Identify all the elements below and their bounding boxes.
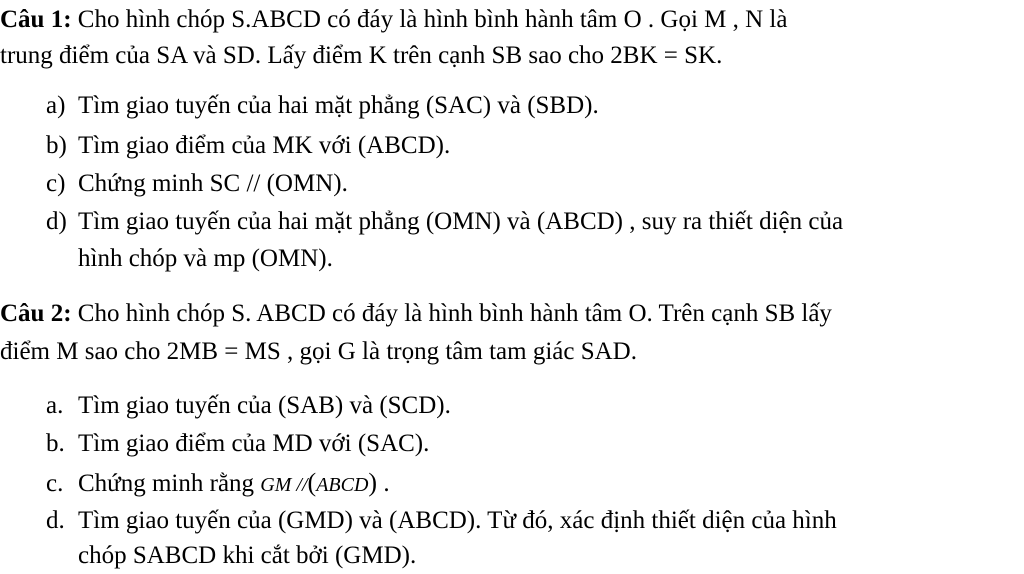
math-gm-parallel: GM // [260, 474, 308, 496]
math-expression [260, 468, 378, 497]
problem2-item-b-marker: b. [46, 430, 65, 457]
problem1-label: Câu 1: [0, 6, 72, 33]
problem2-label: Câu 2: [0, 300, 72, 327]
problem1-intro-line1 [0, 7, 787, 32]
problem2-item-c [46, 470, 390, 496]
problem1-item-a-text: Tìm giao tuyến của hai mặt phẳng (SAC) và (SBD). [78, 92, 599, 119]
problem1-item-d-continuation: hình chóp và mp (OMN). [78, 245, 333, 272]
problem2-intro-text1: Cho hình chóp S. ABCD có đáy là hình bình hành tâm O. Trên cạnh SB lấy [71, 300, 832, 327]
problem2-item-a-marker: a. [46, 392, 64, 419]
problem1-item-c-marker: c) [46, 170, 66, 197]
math-paren-close: ) [368, 468, 378, 497]
problem2-item-b-text: Tìm giao điểm của MD với (SAC). [78, 430, 430, 457]
problem2-item-d-marker: d. [46, 507, 65, 534]
problem1-item-a-marker: a) [46, 92, 66, 119]
problem1-item-b-text: Tìm giao điểm của MK với (ABCD). [78, 132, 451, 159]
problem1-item-d-marker: d) [46, 208, 67, 235]
problem2-item-a [46, 393, 451, 418]
problem1-item-c [46, 171, 348, 196]
problem2-item-a-text: Tìm giao tuyến của (SAB) và (SCD). [78, 392, 451, 419]
problem2-item-d-continuation: chóp SABCD khi cắt bởi (GMD). [78, 542, 417, 569]
problem2-item-c-marker: c. [46, 470, 64, 497]
math-paren-open: ( [307, 468, 317, 497]
problem1-intro-line2: trung điểm của SA và SD. Lấy điểm K trên cạnh SB sao cho 2BK = SK. [0, 42, 723, 69]
problem1-intro-text1: Cho hình chóp S.ABCD có đáy là hình bình hành tâm O . Gọi M , N là [71, 6, 788, 33]
problem2-intro-line1 [0, 301, 832, 326]
problem2-item-d [46, 508, 837, 533]
problem1-item-b [46, 133, 450, 158]
problem2-item-d-text: Tìm giao tuyến của (GMD) và (ABCD). Từ đó, xác định thiết diện của hình [78, 507, 837, 534]
problem2-item-b [46, 431, 429, 456]
problem1-item-d-text: Tìm giao tuyến của hai mặt phẳng (OMN) và (ABCD) , suy ra thiết diện của [78, 208, 844, 235]
problem2-intro-line2: điểm M sao cho 2MB = MS , gọi G là trọng tâm tam giác SAD. [0, 338, 637, 365]
problem1-item-d [46, 209, 843, 234]
problem1-item-b-marker: b) [46, 132, 67, 159]
problem2-item-c-text: Chứng minh rằng [78, 470, 261, 497]
math-abcd: ABCD [316, 474, 369, 496]
problem1-item-c-text: Chứng minh SC // (OMN). [78, 170, 348, 197]
problem2-item-c-end: . [377, 470, 390, 497]
problem1-item-a [46, 93, 599, 118]
